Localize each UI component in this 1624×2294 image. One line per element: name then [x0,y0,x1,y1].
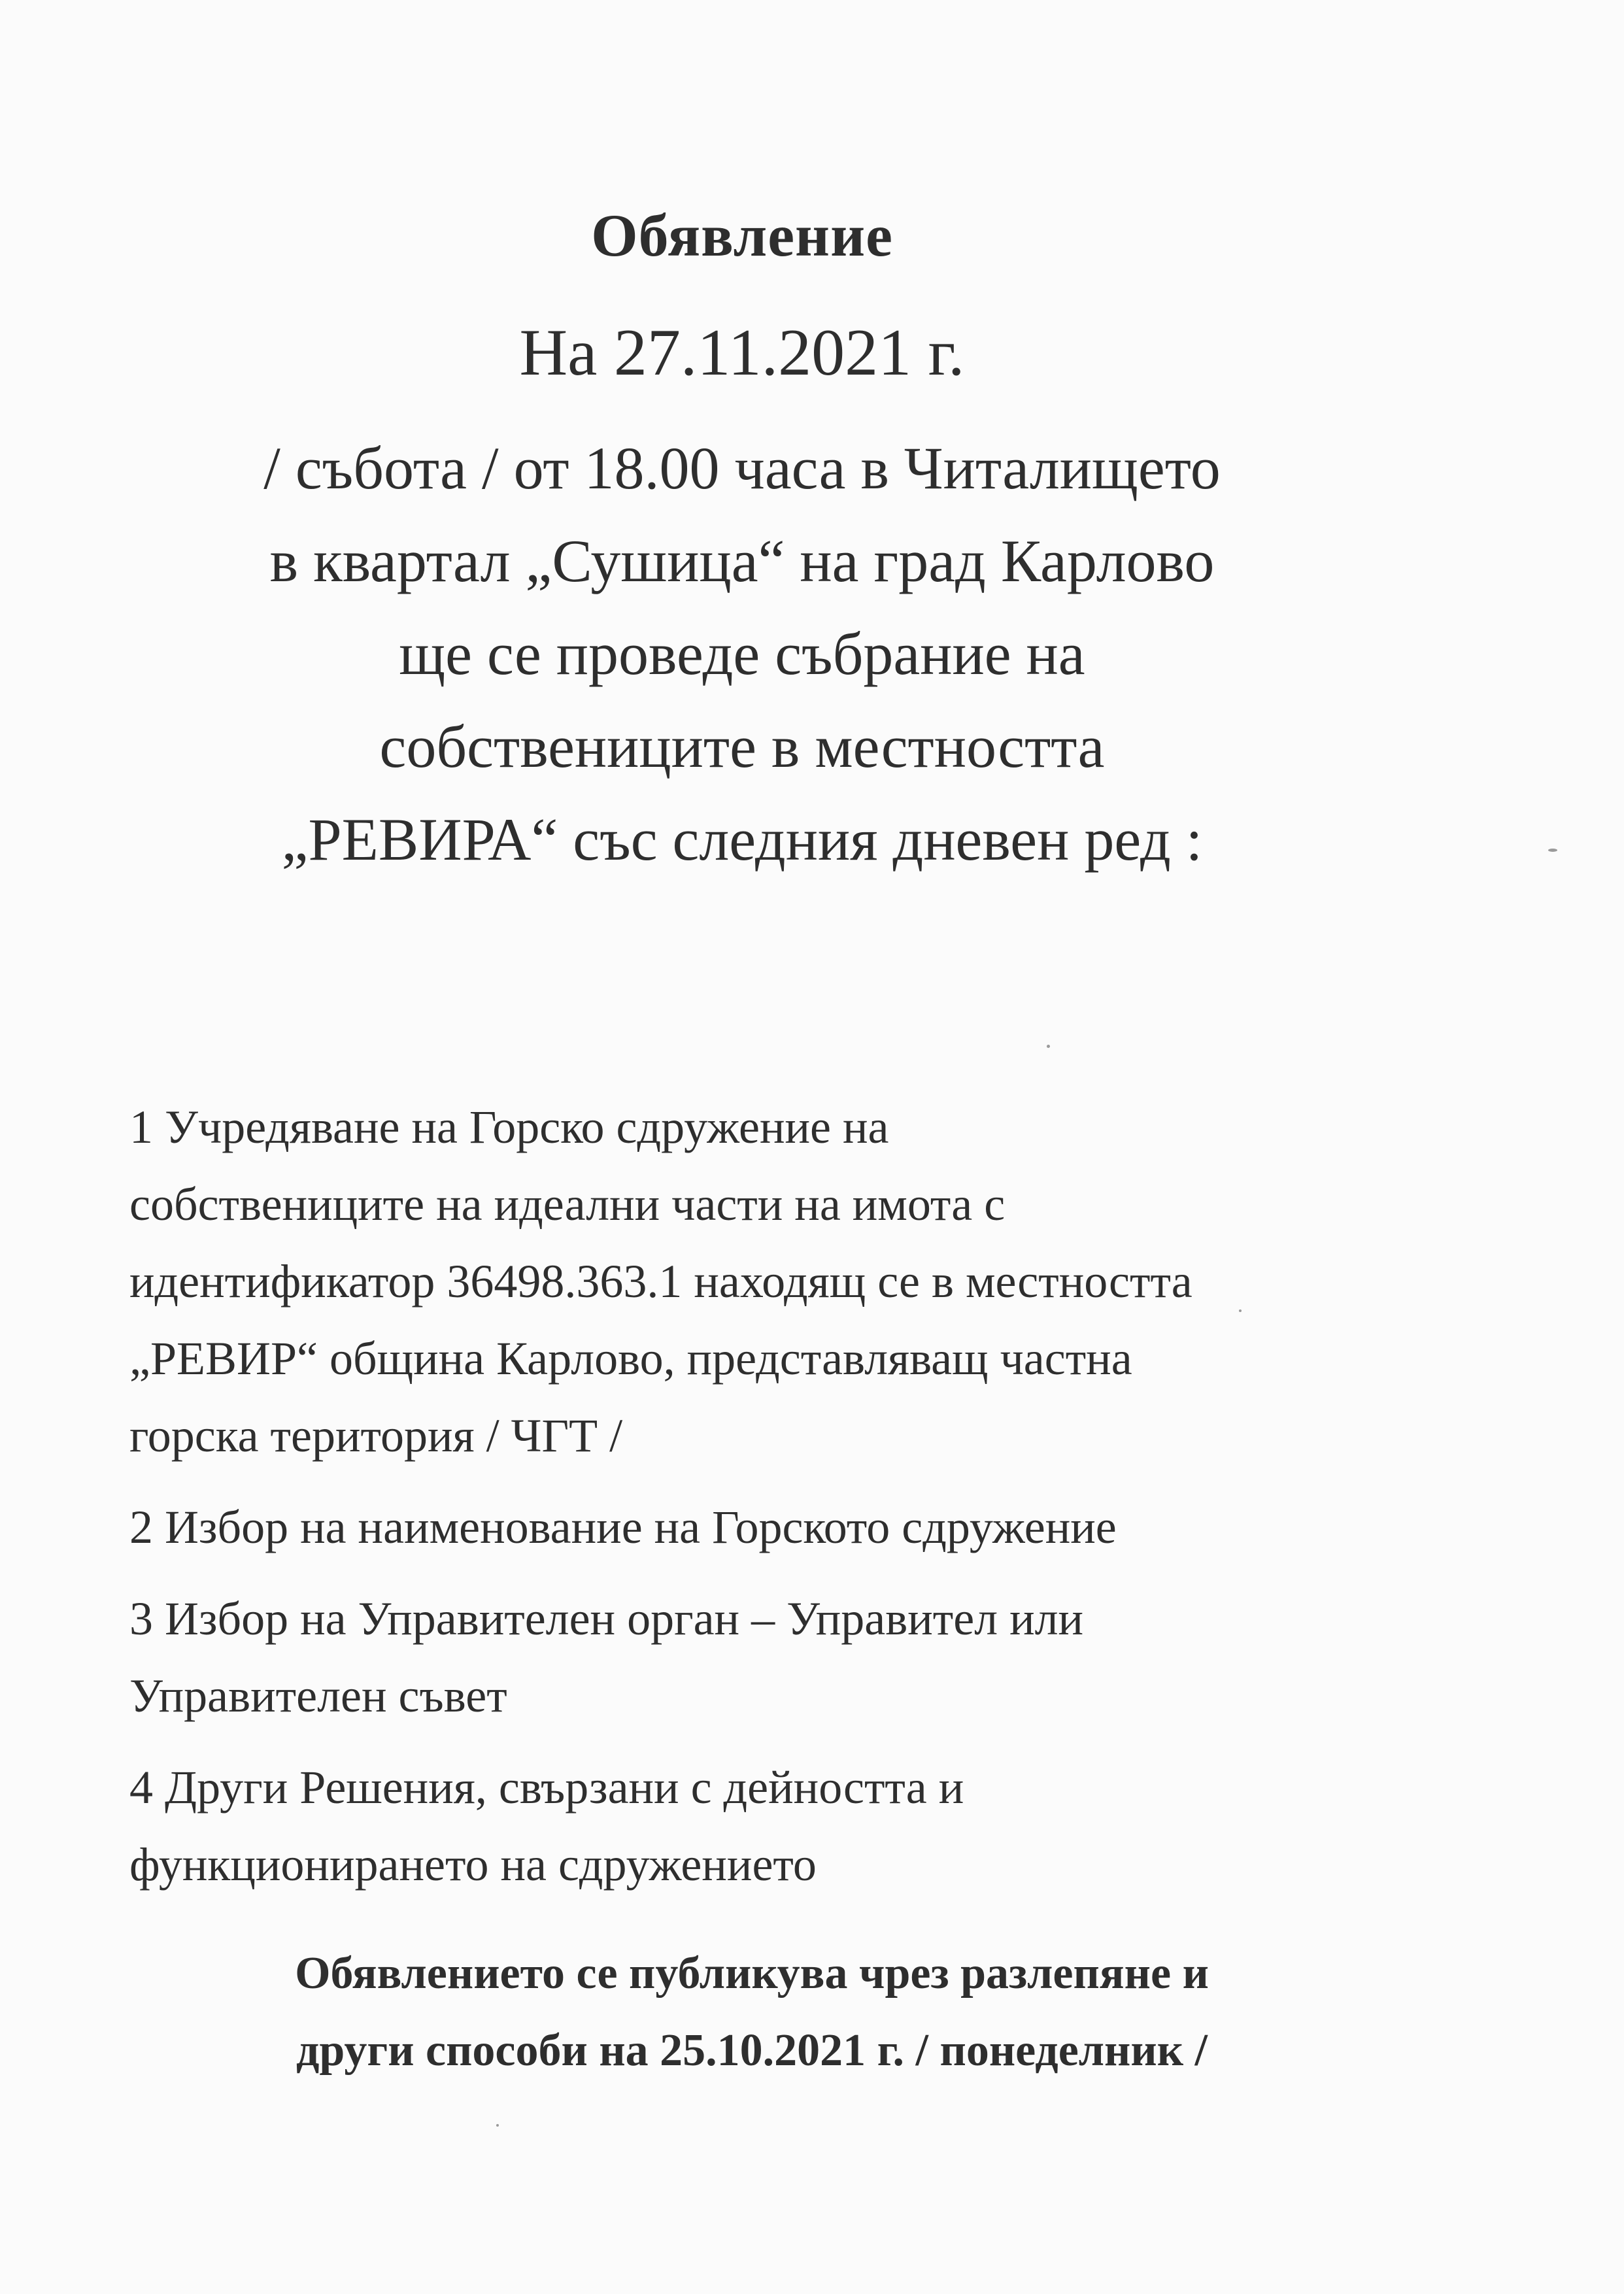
publication-note-line: Обявлението се публикува чрез разлепяне и [295,1948,1209,1999]
agenda-item [129,1580,1339,1734]
scan-speck [1548,849,1557,852]
agenda-list [129,1088,1339,1917]
event-date: На 27.11.2021 г. [519,316,965,390]
intro-line: / събота / от 18.00 часа в Читалището [263,435,1221,501]
intro-line: в квартал „Сушица“ на град Карлово [269,528,1215,594]
intro-paragraph [105,422,1379,886]
agenda-item-line: горска територия / ЧГТ / [129,1409,623,1462]
agenda-item [129,1088,1339,1474]
agenda-item-line: „РЕВИР“ община Карлово, представляващ частна [129,1332,1132,1385]
agenda-item-line: идентификатор 36498.363.1 находящ се в местността [129,1255,1193,1307]
scan-speck [1239,1309,1242,1312]
agenda-item-line: 2 Избор на наименование на Горското сдружение [129,1501,1117,1553]
scan-speck [496,2124,499,2127]
agenda-item-line: Управителен съвет [129,1670,507,1722]
intro-line: ще се проведе събрание на [399,620,1085,687]
agenda-item-line: 4 Други Решения, свързани с дейността и [129,1761,964,1813]
agenda-item [129,1489,1339,1566]
scan-speck [1047,1045,1050,1048]
agenda-item [129,1749,1339,1903]
agenda-item-line: собствениците на идеални части на имота с [129,1178,1006,1230]
publication-note-line: други способи на 25.10.2021 г. / понеделник / [296,2025,1208,2076]
intro-line: собствениците в местността [379,713,1105,780]
agenda-item-line: функционирането на сдружението [129,1838,817,1891]
agenda-item-line: 3 Избор на Управителен орган – Управител или [129,1593,1084,1645]
document-title: Обявление [591,202,893,269]
agenda-item-line: 1 Учредяване на Горско сдружение на [129,1101,889,1153]
publication-note [98,1935,1406,2089]
intro-line: „РЕВИРА“ със следния дневен ред : [281,806,1203,873]
